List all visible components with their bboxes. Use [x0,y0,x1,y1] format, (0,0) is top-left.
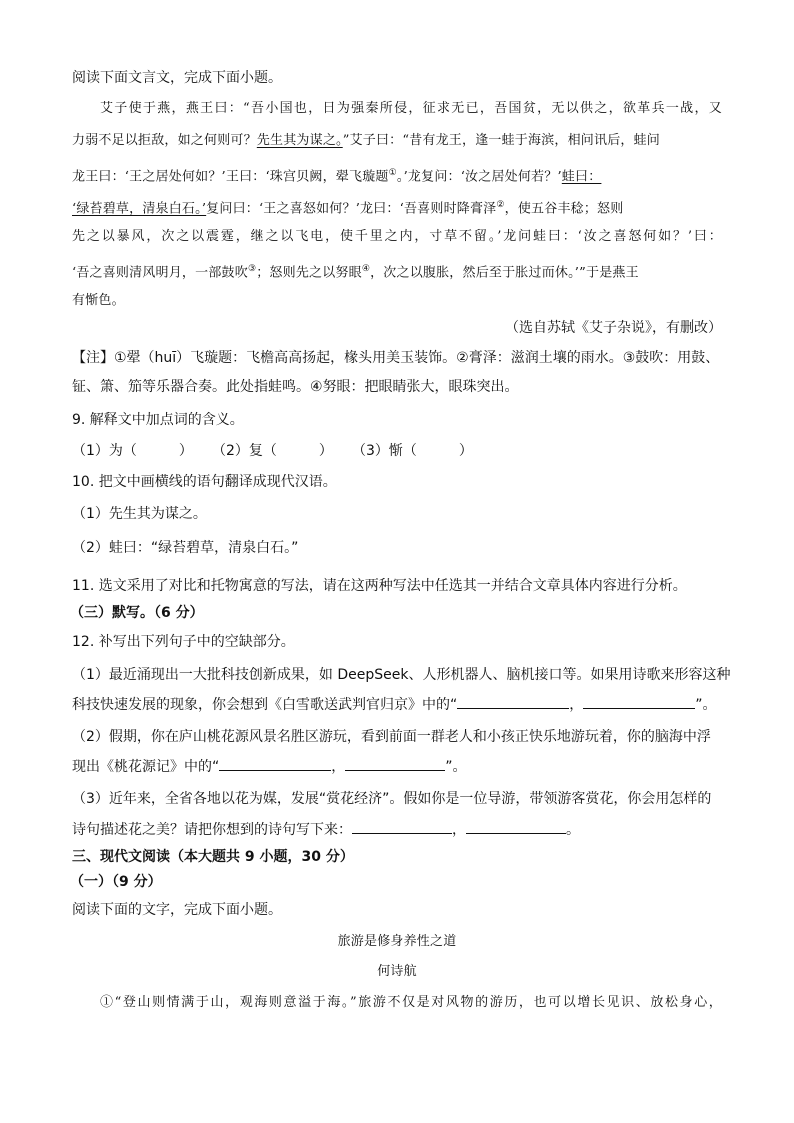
section-3-heading: 三、现代文阅读（本大题共 9 小题，30 分） [72,849,354,865]
passage-line-4: ‘绿苔碧草，清泉白石。’复问曰：‘王之喜怒如何？’龙曰：‘吾喜则时降膏泽②，使五谷丰稔；怒则 [72,200,624,217]
answer-blank[interactable] [583,694,695,709]
question-12-stem: 12. 补写出下列句子中的空缺部分。 [72,634,295,650]
notes-line-1: 【注】①翚（huī）飞璇题：飞檐高高扬起，椽头用美玉装饰。②膏泽：滋润土壤的雨水。③鼓吹：用鼓、 [72,350,720,366]
passage-line-6: ‘吾之喜则清风明月，一部鼓吹③；怒则先之以努眼④，次之以腹胀，然后至于胀过而休。’”于是燕王 [72,264,639,281]
question-9-item-1: （1）为（ ） [72,443,193,459]
answer-blank[interactable] [466,819,566,834]
question-12-part-1-line-1: （1）最近涌现出一大批科技创新成果，如 DeepSeek、人形机器人、脑机接口等。如果用诗歌来形容这种 [72,667,731,683]
question-12-part-2-line-1: （2）假期，你在庐山桃花源风景名胜区游玩，看到前面一群老人和小孩正快乐地游玩着，你的脑海中浮 [72,729,711,745]
answer-blank[interactable] [457,694,569,709]
notes-line-2: 钲、箫、笳等乐器合奏。此处指蛙鸣。④努眼：把眼睛张大，眼珠突出。 [72,379,519,395]
question-12-part-1-line-2: 科技快速发展的现象，你会想到《白雪歌送武判官归京》中的“ ， ”。 [72,694,717,715]
section-dictation-heading: （三）默写。（6 分） [70,605,204,621]
article-title: 旅游是修身养性之道 [337,934,457,949]
article-paragraph-1: ①“登山则情满于山，观海则意溢于海。”旅游不仅是对风物的游历，也可以增长见识、放松身心， [100,995,722,1010]
underlined-sentence-1: 先生其为谋之。 [256,133,343,148]
question-10-stem: 10. 把文中画横线的语句翻译成现代汉语。 [72,474,337,490]
source-citation: （选自苏轼《艾子杂说》，有删改） [505,320,722,336]
instruction-modern: 阅读下面的文字，完成下面小题。 [72,902,282,918]
article-author: 何诗航 [377,964,417,979]
question-9-stem: 9. 解释文中加点词的含义。 [72,412,244,428]
passage-line-3: 龙王曰：‘王之居处何如？’王曰：‘珠宫贝阙，翚飞璇题①。’龙复问：‘汝之居处何若？’蛙曰： [72,168,602,185]
underlined-sentence-2b: ‘绿苔碧草，清泉白石。’ [72,201,207,217]
passage-line-7: 有惭色。 [72,293,125,308]
question-10-sub-1: （1）先生其为谋之。 [72,506,207,522]
question-12-part-3-line-2: 诗句描述花之美？请把你想到的诗句写下来： ， 。 [72,819,580,840]
section-3-part-1-heading: （一）（9 分） [70,874,162,890]
note-marker-4: ④ [361,264,371,274]
underlined-sentence-2a: 蛙曰： [561,169,602,185]
passage-line-5: 先之以暴风，次之以震霆，继之以飞电，使千里之内，寸草不留。’龙问蛙曰：‘汝之喜怒何如？’曰： [72,229,722,244]
passage-line-2: 力弱不足以拒敌，如之何则可？先生其为谋之。”艾子曰：“昔有龙王，逢一蛙于海滨，相问讯后，蛙问 [72,133,661,148]
instruction-classical: 阅读下面文言文，完成下面小题。 [72,70,282,86]
note-marker-2: ② [496,200,505,210]
passage-line-1: 艾子使于燕，燕王曰：“吾小国也，日为强秦所侵，征求无已，吾国贫，无以供之，欲革兵一战，又 [100,101,722,116]
answer-blank[interactable] [352,819,452,834]
answer-blank[interactable] [345,756,445,771]
question-9-item-3: （3）惭（ ） [352,443,473,459]
question-12-part-3-line-1: （3）近年来，全省各地以花为媒，发展“赏花经济”。假如你是一位导游，带领游客赏花，你会用怎样的 [72,791,712,807]
question-11: 11. 选文采用了对比和托物寓意的写法，请在这两种写法中任选其一并结合文章具体内容进行分析。 [72,578,687,594]
question-9-item-2: （2）复（ ） [212,443,333,459]
note-marker-1: ① [388,168,397,178]
answer-blank[interactable] [219,756,331,771]
note-marker-3: ③ [247,264,257,274]
question-10-sub-2: （2）蛙曰：“绿苔碧草，清泉白石。” [72,540,299,556]
question-12-part-2-line-2: 现出《桃花源记》中的“ ， ”。 [72,756,467,777]
